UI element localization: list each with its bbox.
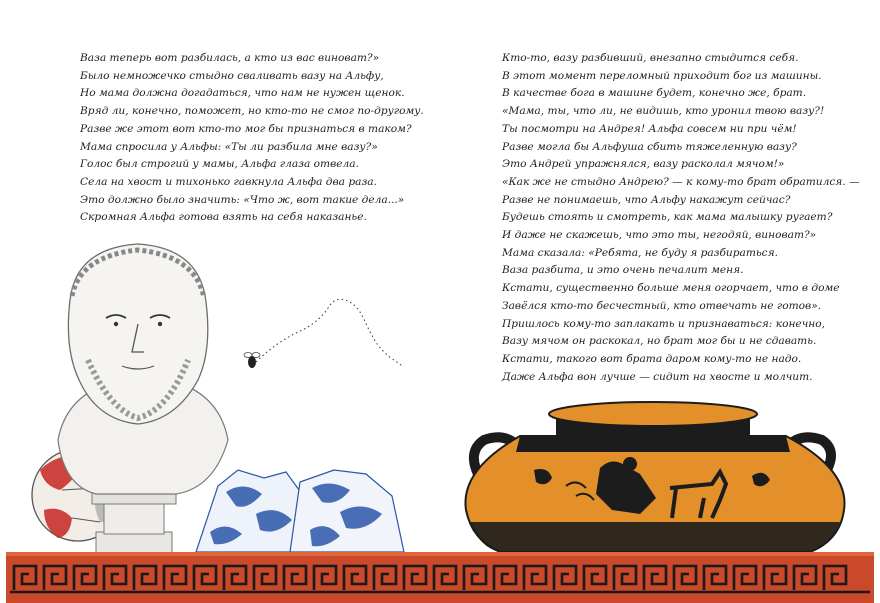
text-line: Разве же этот вот кто-то мог бы признаться в таком?: [80, 122, 412, 135]
text-line: Кстати, такого вот брата даром кому-то не надо.: [502, 352, 802, 365]
text-line: Ваза теперь вот разбилась, а кто из вас виноват?»: [80, 52, 380, 64]
greek-amphora-illustration: [465, 402, 844, 552]
text-line: Это должно было значить: «Что ж, вот такие дела...»: [80, 193, 405, 206]
text-line: Разве не понимаешь, что Альфу накажут сейчас?: [502, 193, 791, 206]
meander-shelf-illustration: [6, 552, 874, 603]
text-line: Кто-то, вазу разбивший, внезапно стыдится себя.: [502, 52, 799, 64]
text-line: Мама сказала: «Ребята, не буду я разбираться.: [502, 246, 778, 259]
text-line: Пришлось кому-то заплакать и признаваться: конечно,: [502, 317, 826, 330]
text-line: Разве могла бы Альфуша сбить тяжеленную вазу?: [502, 140, 797, 153]
text-line: Будешь стоять и смотреть, как мама малышку ругает?: [502, 211, 833, 224]
text-line: «Как же не стыдно Андрею? — к кому-то брат обратился. —: [502, 175, 860, 188]
text-line: Завёлся кто-то бесчестный, кто отвечать не готов».: [502, 299, 822, 312]
text-line: Это Андрей упражнялся, вазу расколал мячом!»: [502, 158, 785, 171]
text-line: Голос был строгий у мамы, Альфа глаза отвела.: [80, 158, 359, 171]
text-line: Но мама должна догадаться, что нам не нужен щенок.: [80, 87, 405, 100]
text-line: Вряд ли, конечно, поможет, но кто-то не смог по-другому.: [80, 105, 424, 118]
text-line: Вазу мячом он раскокал, но брат мог бы и не сдавать.: [502, 335, 817, 348]
text-line: Даже Альфа вон лучше — сидит на хвосте и молчит.: [502, 370, 813, 383]
text-line: Было немножечко стыдно сваливать вазу на Альфу,: [80, 69, 384, 82]
text-line: Ты посмотри на Андрея! Альфа совсем ни при чём!: [502, 122, 797, 135]
text-line: В качестве бога в машине будет, конечно же, брат.: [502, 87, 807, 100]
text-line: Кстати, существенно больше меня огорчает, что в доме: [502, 282, 840, 295]
text-line: Мама спросила у Альфы: «Ты ли разбила мне вазу?»: [80, 140, 378, 153]
text-line: «Мама, ты, что ли, не видишь, кто уронил твою вазу?!: [502, 105, 825, 118]
text-line: Ваза разбита, и это очень печалит меня.: [502, 264, 744, 277]
fly-illustration: [244, 299, 402, 368]
text-line: В этот момент переломный приходит бог из машины.: [502, 69, 822, 82]
text-line: Села на хвост и тихонько гавкнула Альфа два раза.: [80, 175, 377, 188]
text-line: Скромная Альфа готова взять на себя наказанье.: [80, 211, 367, 224]
text-line: И даже не скажешь, что это ты, негодяй, виноват?»: [502, 229, 817, 242]
broken-blue-vase-illustration: [196, 470, 404, 552]
